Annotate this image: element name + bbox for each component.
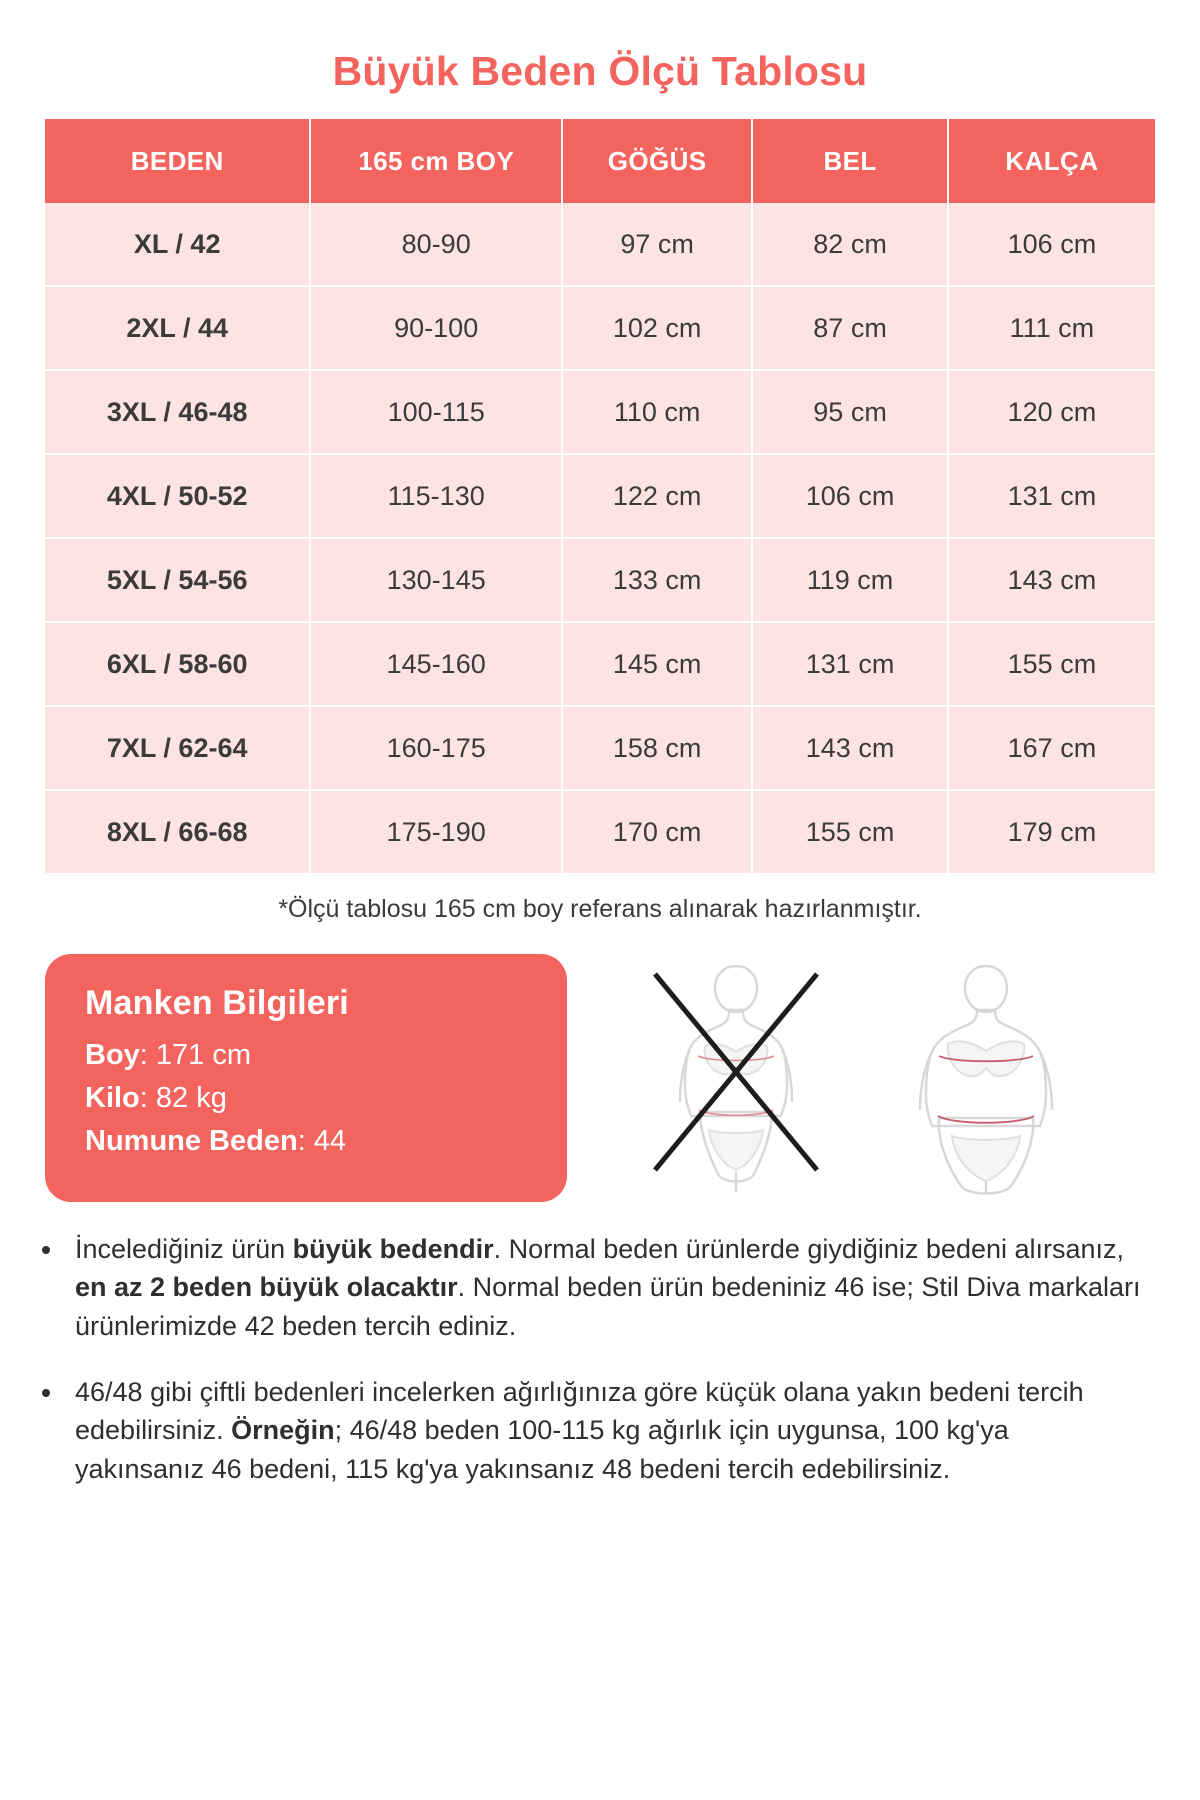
note-emphasis: en az 2 beden büyük olacaktır — [75, 1272, 458, 1303]
table-cell: 115-130 — [311, 455, 563, 539]
column-header-gogus: GÖĞÜS — [563, 119, 753, 203]
table-cell: 80-90 — [311, 203, 563, 287]
table-cell: 106 cm — [753, 455, 949, 539]
model-info-card — [45, 954, 567, 1202]
table-cell: 133 cm — [563, 539, 753, 623]
plus-size-body-figure-wrap — [891, 960, 1081, 1195]
column-header-boy: 165 cm BOY — [311, 119, 563, 203]
table-cell: 131 cm — [949, 455, 1155, 539]
table-cell-size: 8XL / 66-68 — [45, 791, 311, 873]
table-cell-size: 4XL / 50-52 — [45, 455, 311, 539]
table-cell: 119 cm — [753, 539, 949, 623]
table-header — [45, 119, 1155, 203]
table-cell: 97 cm — [563, 203, 753, 287]
table-cell: 130-145 — [311, 539, 563, 623]
note-text: . Normal beden ürün bedeniniz 46 ise; Stil Diva markaları ürünlerimizde 42 beden tercih ediniz. — [75, 1272, 1141, 1341]
table-cell: 145 cm — [563, 623, 753, 707]
table-cell-size: 5XL / 54-56 — [45, 539, 311, 623]
table-cell: 95 cm — [753, 371, 949, 455]
table-cell: 122 cm — [563, 455, 753, 539]
model-weight-label: Kilo — [85, 1082, 140, 1114]
table-cell: 100-115 — [311, 371, 563, 455]
table-body — [45, 203, 1155, 873]
note-text: ; 46/48 beden 100-115 kg ağırlık için uygunsa, 100 kg'ya yakınsanız 46 bedeni, 115 kg'ya yakınsanız 48 bedeni tercih edebilirsiniz. — [75, 1415, 1009, 1484]
table-cell-size: 3XL / 46-48 — [45, 371, 311, 455]
table-cell: 145-160 — [311, 623, 563, 707]
table-header-row — [45, 119, 1155, 203]
table-cell: 120 cm — [949, 371, 1155, 455]
table-cell: 179 cm — [949, 791, 1155, 873]
table-cell: 90-100 — [311, 287, 563, 371]
model-sample-size-value: : 44 — [297, 1125, 347, 1157]
table-footnote: *Ölçü tablosu 165 cm boy referans alınarak hazırlanmıştır. — [278, 895, 922, 923]
size-chart-table — [45, 119, 1155, 873]
table-row — [45, 623, 1155, 707]
column-header-bel: BEL — [753, 119, 949, 203]
table-row — [45, 203, 1155, 287]
model-sample-size-label: Numune Beden — [85, 1125, 298, 1157]
column-header-beden: BEDEN — [45, 119, 311, 203]
table-cell: 82 cm — [753, 203, 949, 287]
body-figures — [567, 954, 1155, 1195]
table-cell-size: 2XL / 44 — [45, 287, 311, 371]
page-title: Büyük Beden Ölçü Tablosu — [332, 48, 868, 94]
table-row — [45, 455, 1155, 539]
table-cell: 131 cm — [753, 623, 949, 707]
table-cell: 155 cm — [949, 623, 1155, 707]
table-cell: 170 cm — [563, 791, 753, 873]
table-row — [45, 287, 1155, 371]
note-item — [65, 1373, 1145, 1488]
model-weight-value: : 82 kg — [139, 1082, 227, 1114]
model-sample-size-line — [85, 1125, 535, 1158]
slim-body-figure-crossed-wrap — [641, 960, 831, 1195]
model-height-line — [85, 1039, 535, 1072]
table-row — [45, 707, 1155, 791]
table-cell-size: XL / 42 — [45, 203, 311, 287]
column-header-kalca: KALÇA — [949, 119, 1155, 203]
table-cell: 143 cm — [753, 707, 949, 791]
table-cell: 158 cm — [563, 707, 753, 791]
note-text: İncelediğiniz ürün — [75, 1234, 293, 1264]
notes-list — [45, 1230, 1155, 1488]
model-weight-line — [85, 1082, 535, 1115]
table-cell: 155 cm — [753, 791, 949, 873]
table-cell-size: 7XL / 62-64 — [45, 707, 311, 791]
table-cell: 110 cm — [563, 371, 753, 455]
model-info-heading: Manken Bilgileri — [85, 984, 349, 1022]
table-cell: 175-190 — [311, 791, 563, 873]
table-cell-size: 6XL / 58-60 — [45, 623, 311, 707]
table-cell: 87 cm — [753, 287, 949, 371]
table-cell: 102 cm — [563, 287, 753, 371]
table-cell: 143 cm — [949, 539, 1155, 623]
table-cell: 106 cm — [949, 203, 1155, 287]
note-emphasis: Örneğin — [231, 1415, 335, 1446]
table-row — [45, 791, 1155, 873]
slim-body-figure-crossed-icon — [641, 960, 831, 1195]
model-height-value: : 171 cm — [139, 1039, 252, 1071]
plus-size-body-figure-icon — [891, 960, 1081, 1195]
table-cell: 167 cm — [949, 707, 1155, 791]
table-row — [45, 539, 1155, 623]
note-text: 46/48 gibi çiftli bedenleri incelerken ağırlığınıza göre küçük olana yakın bedeni tercih edebilirsiniz. — [75, 1376, 1084, 1446]
note-item — [65, 1230, 1145, 1345]
model-info-section — [45, 954, 1155, 1204]
table-cell: 111 cm — [949, 287, 1155, 371]
note-text: . Normal beden ürünlerde giydiğiniz bedeni alırsanız, — [493, 1234, 1125, 1264]
model-height-label: Boy — [85, 1039, 140, 1071]
note-emphasis: büyük bedendir — [292, 1234, 494, 1264]
table-cell: 160-175 — [311, 707, 563, 791]
table-row — [45, 371, 1155, 455]
